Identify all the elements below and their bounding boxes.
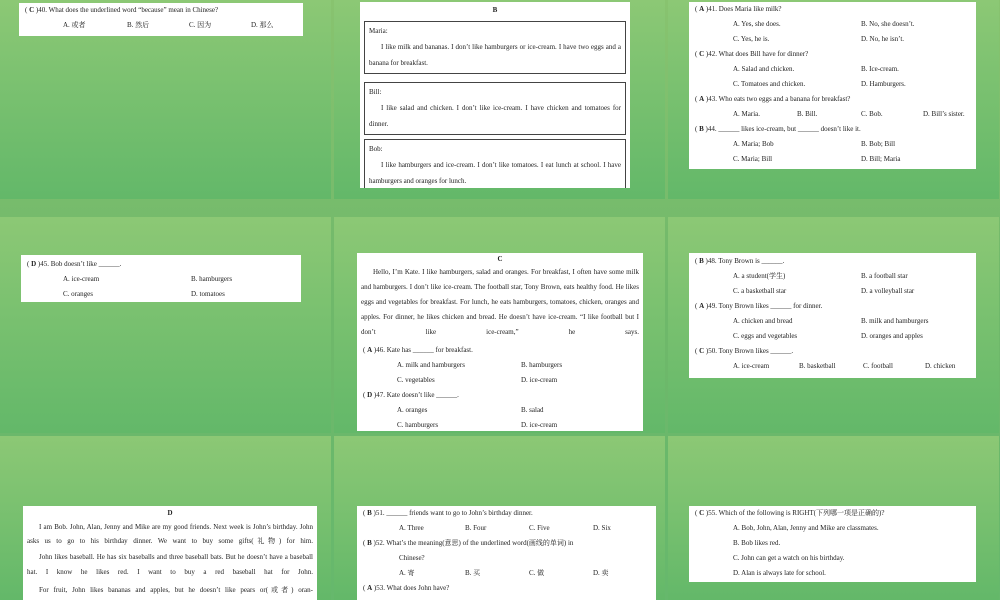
option-a: A. a student(学生) xyxy=(733,272,786,280)
answer-letter: B xyxy=(699,257,704,265)
question-text-cont: Chinese? xyxy=(399,554,425,562)
option-a: A. chicken and bread xyxy=(733,317,793,325)
reading-b-card xyxy=(360,2,630,188)
question-text: )42. What does Bill have for dinner? xyxy=(705,50,809,58)
answer-letter: C xyxy=(29,6,35,14)
option-c: C. 因为 xyxy=(189,21,212,29)
options-row xyxy=(693,32,972,47)
option-d: D. Bill’s sister. xyxy=(923,110,965,118)
slide-panel-7 xyxy=(0,436,331,600)
option-a: A. Yes, she does. xyxy=(733,20,781,28)
options-row xyxy=(693,107,972,122)
options-row xyxy=(361,521,652,536)
option-d: D. tomatoes xyxy=(191,290,225,298)
question-51: ( B )51. ______ friends want to go to John’s birthday dinner. xyxy=(363,509,533,517)
question-text: )47. Kate doesn’t like ______. xyxy=(373,391,459,399)
bob-box xyxy=(364,139,626,188)
answer-letter: D xyxy=(367,391,373,399)
option-b: B. Bob likes red. xyxy=(733,539,781,547)
question-50: ( C )50. Tony Brown likes ______. xyxy=(695,347,794,355)
answer-letter: B xyxy=(367,539,372,547)
question-40: ( C )40. What does the underlined word “because” mean in Chinese? xyxy=(25,6,219,14)
option-c: C. football xyxy=(863,362,893,370)
slide-panel-6 xyxy=(668,217,999,433)
reading-c-card xyxy=(357,253,643,431)
option-b: B. hamburgers xyxy=(191,275,233,283)
option-c: C. Tomatoes and chicken. xyxy=(733,80,806,88)
option-c: C. eggs and vegetables xyxy=(733,332,798,340)
question-card xyxy=(19,3,303,36)
option-a: A. 或者 xyxy=(63,21,86,29)
option-c: C. oranges xyxy=(63,290,93,298)
option-d: D. ice-cream xyxy=(521,376,558,384)
slide-panel-5 xyxy=(334,217,665,433)
question-text: )52. What’s the meaning(意思) of the underlined word(画线的单词) in xyxy=(373,539,574,547)
options-row xyxy=(361,373,639,388)
option-d: D. ice-cream xyxy=(521,421,558,429)
speaker-text: I like hamburgers and ice-cream. I don’t like tomatoes. I eat lunch at school. I have hamburgers and oranges for lunch. xyxy=(369,161,621,185)
paragraph-3: For fruit, John likes bananas and apples, but he doesn’t like pears or(或者) oran- xyxy=(39,586,313,594)
maria-box xyxy=(364,21,626,74)
options-row xyxy=(693,359,972,374)
option-b: B. basketball xyxy=(799,362,836,370)
question-45: ( D )45. Bob doesn’t like ______. xyxy=(27,260,122,268)
question-46: ( A )46. Kate has ______ for breakfast. xyxy=(363,346,473,354)
bill-box xyxy=(364,82,626,135)
question-41: ( A )41. Does Maria like milk? xyxy=(695,5,782,13)
option-c-row xyxy=(693,551,972,566)
question-text: )49. Tony Brown likes ______ for dinner. xyxy=(705,302,823,310)
section-title: D xyxy=(167,509,173,517)
question-52: ( B )52. What’s the meaning(意思) of the underlined word(画线的单词) in xyxy=(363,539,574,547)
option-a: A. Three xyxy=(399,524,424,532)
question-52-line2 xyxy=(361,551,652,566)
paragraph-2: John likes baseball. He has six baseballs and three baseball bats. But he doesn’t have a baseball hat. I know he likes red. I want to buy a red baseball hat for John. xyxy=(27,553,313,576)
question-text: )50. Tony Brown likes ______. xyxy=(705,347,794,355)
question-card xyxy=(357,506,656,600)
options-row xyxy=(693,284,972,299)
section-title: C xyxy=(497,255,503,263)
passage-text: Hello, I’m Kate. I like hamburgers, salad and oranges. For breakfast, I often have some milk and hamburgers. I don’t like ice-cream. The football star, Tony Brown, eats healthy food. He likes eggs and vegetables for breakfast. For lunch, he eats hamburgers, tomatoes, chicken, oranges and apples. For dinner, he likes chicken and bread. He doesn’t have ice-cream. “I like football but I don’t like ice-cream,” he says. xyxy=(361,268,639,336)
option-a: A. Salad and chicken. xyxy=(733,65,795,73)
options-row xyxy=(693,314,972,329)
question-42: ( C )42. What does Bill have for dinner? xyxy=(695,50,809,58)
option-d: D. 那么 xyxy=(251,21,274,29)
slide-panel-8 xyxy=(334,436,665,600)
option-b: B. Four xyxy=(465,524,487,532)
options-row xyxy=(25,272,297,287)
options-row xyxy=(361,358,639,373)
option-b: B. hamburgers xyxy=(521,361,563,369)
speaker-text: I like milk and bananas. I don’t like hamburgers or ice-cream. I have two eggs and a banana for breakfast. xyxy=(369,43,621,67)
answer-letter: B xyxy=(699,125,704,133)
option-d: D. No, he isn’t. xyxy=(861,35,905,43)
option-d: D. 卖 xyxy=(593,569,609,577)
answer-letter: A xyxy=(699,5,705,13)
question-47: ( D )47. Kate doesn’t like ______. xyxy=(363,391,459,399)
question-53: ( A )53. What does John have? xyxy=(363,584,450,592)
option-a: A. oranges xyxy=(397,406,428,414)
question-card xyxy=(689,2,976,169)
question-text: )46. Kate has ______ for breakfast. xyxy=(373,346,473,354)
option-a: A. ice-cream xyxy=(733,362,770,370)
answer-letter: C xyxy=(699,50,705,58)
question-text: )40. What does the underlined word “because” mean in Chinese? xyxy=(35,6,219,14)
question-44: ( B )44. ______ likes ice-cream, but ______ doesn’t like it. xyxy=(695,125,861,133)
answer-letter: A xyxy=(699,302,705,310)
answer-letter: B xyxy=(367,509,372,517)
option-a: A. Maria. xyxy=(733,110,761,118)
options-row xyxy=(25,287,297,302)
option-b: B. milk and hamburgers xyxy=(861,317,929,325)
slide-panel-9 xyxy=(668,436,999,600)
options-row xyxy=(23,18,299,33)
option-d: D. Alan is always late for school. xyxy=(733,569,826,577)
question-card xyxy=(21,255,301,302)
option-c: C. 做 xyxy=(529,569,545,577)
option-d: D. oranges and apples xyxy=(861,332,923,340)
question-49: ( A )49. Tony Brown likes ______ for dinner. xyxy=(695,302,823,310)
question-text: )48. Tony Brown is ______. xyxy=(705,257,785,265)
option-c: C. John can get a watch on his birthday. xyxy=(733,554,845,562)
options-row xyxy=(693,77,972,92)
option-d-row xyxy=(693,566,972,581)
reading-d-card xyxy=(23,506,317,600)
option-b: B. 买 xyxy=(465,569,481,577)
options-row xyxy=(693,152,972,167)
option-c: C. a basketball star xyxy=(733,287,787,295)
option-d: D. Six xyxy=(593,524,611,532)
question-text: )41. Does Maria like milk? xyxy=(705,5,782,13)
options-row xyxy=(361,418,639,431)
question-text: )43. Who eats two eggs and a banana for breakfast? xyxy=(705,95,851,103)
question-text: )45. Bob doesn’t like ______. xyxy=(37,260,122,268)
option-b: B. 然后 xyxy=(127,21,150,29)
intro-paragraph: I am Bob. John, Alan, Jenny and Mike are my good friends. Next week is John’s birthday. John asks us to go to his birthday dinner. We want to buy some gifts(礼物) for him. xyxy=(27,523,313,545)
option-b: B. Bob; Bill xyxy=(861,140,896,148)
options-row xyxy=(693,269,972,284)
options-row xyxy=(693,17,972,32)
option-b: B. No, she doesn’t. xyxy=(861,20,915,28)
slide-panel-4 xyxy=(0,217,331,433)
slide-panel-2 xyxy=(334,0,665,199)
options-row xyxy=(693,137,972,152)
option-a-row xyxy=(693,521,972,536)
option-d: D. chicken xyxy=(925,362,956,370)
option-b: B. a football star xyxy=(861,272,908,280)
option-b-row xyxy=(693,536,972,551)
question-text: )55. Which of the following is RIGHT(下列哪一项是正确的)? xyxy=(705,509,885,517)
question-43: ( A )43. Who eats two eggs and a banana for breakfast? xyxy=(695,95,851,103)
question-card xyxy=(689,506,976,582)
option-d: D. Hamburgers. xyxy=(861,80,906,88)
answer-letter: A xyxy=(367,346,373,354)
option-b: B. Ice-cream. xyxy=(861,65,899,73)
options-row xyxy=(693,62,972,77)
option-c: C. hamburgers xyxy=(397,421,439,429)
question-48: ( B )48. Tony Brown is ______. xyxy=(695,257,785,265)
slide-panel-1 xyxy=(0,0,331,199)
options-row xyxy=(693,329,972,344)
speaker-name: Bob: xyxy=(369,145,383,153)
option-b: B. Bill. xyxy=(797,110,818,118)
question-55: ( C )55. Which of the following is RIGHT(下列哪一项是正确的)? xyxy=(695,509,885,517)
option-a: A. 寄 xyxy=(399,569,415,577)
option-d: D. a volleyball star xyxy=(861,287,915,295)
option-c: C. vegetables xyxy=(397,376,435,384)
option-c: C. Five xyxy=(529,524,550,532)
options-row xyxy=(361,403,639,418)
question-text: )53. What does John have? xyxy=(373,584,450,592)
question-text: )44. ______ likes ice-cream, but ______ doesn’t like it. xyxy=(705,125,861,133)
speaker-text: I like salad and chicken. I don’t like ice-cream. I have chicken and tomatoes for dinner. xyxy=(369,104,621,128)
answer-letter: A xyxy=(367,584,373,592)
options-row xyxy=(361,566,652,581)
option-a: A. milk and hamburgers xyxy=(397,361,465,369)
option-a: A. ice-cream xyxy=(63,275,100,283)
option-d: D. Bill; Maria xyxy=(861,155,901,163)
option-a: A. Maria; Bob xyxy=(733,140,774,148)
slide-panel-3 xyxy=(668,0,999,199)
question-card xyxy=(689,253,976,378)
option-c: C. Yes, he is. xyxy=(733,35,770,43)
section-title: B xyxy=(492,6,498,14)
speaker-name: Bill: xyxy=(369,88,382,96)
answer-letter: D xyxy=(31,260,37,268)
option-b: B. salad xyxy=(521,406,544,414)
answer-letter: C xyxy=(699,347,705,355)
option-c: C. Bob. xyxy=(861,110,883,118)
speaker-name: Maria: xyxy=(369,27,388,35)
question-text: )51. ______ friends want to go to John’s birthday dinner. xyxy=(373,509,533,517)
answer-letter: A xyxy=(699,95,705,103)
answer-letter: C xyxy=(699,509,705,517)
option-c: C. Maria; Bill xyxy=(733,155,773,163)
option-a: A. Bob, John, Alan, Jenny and Mike are classmates. xyxy=(733,524,879,532)
